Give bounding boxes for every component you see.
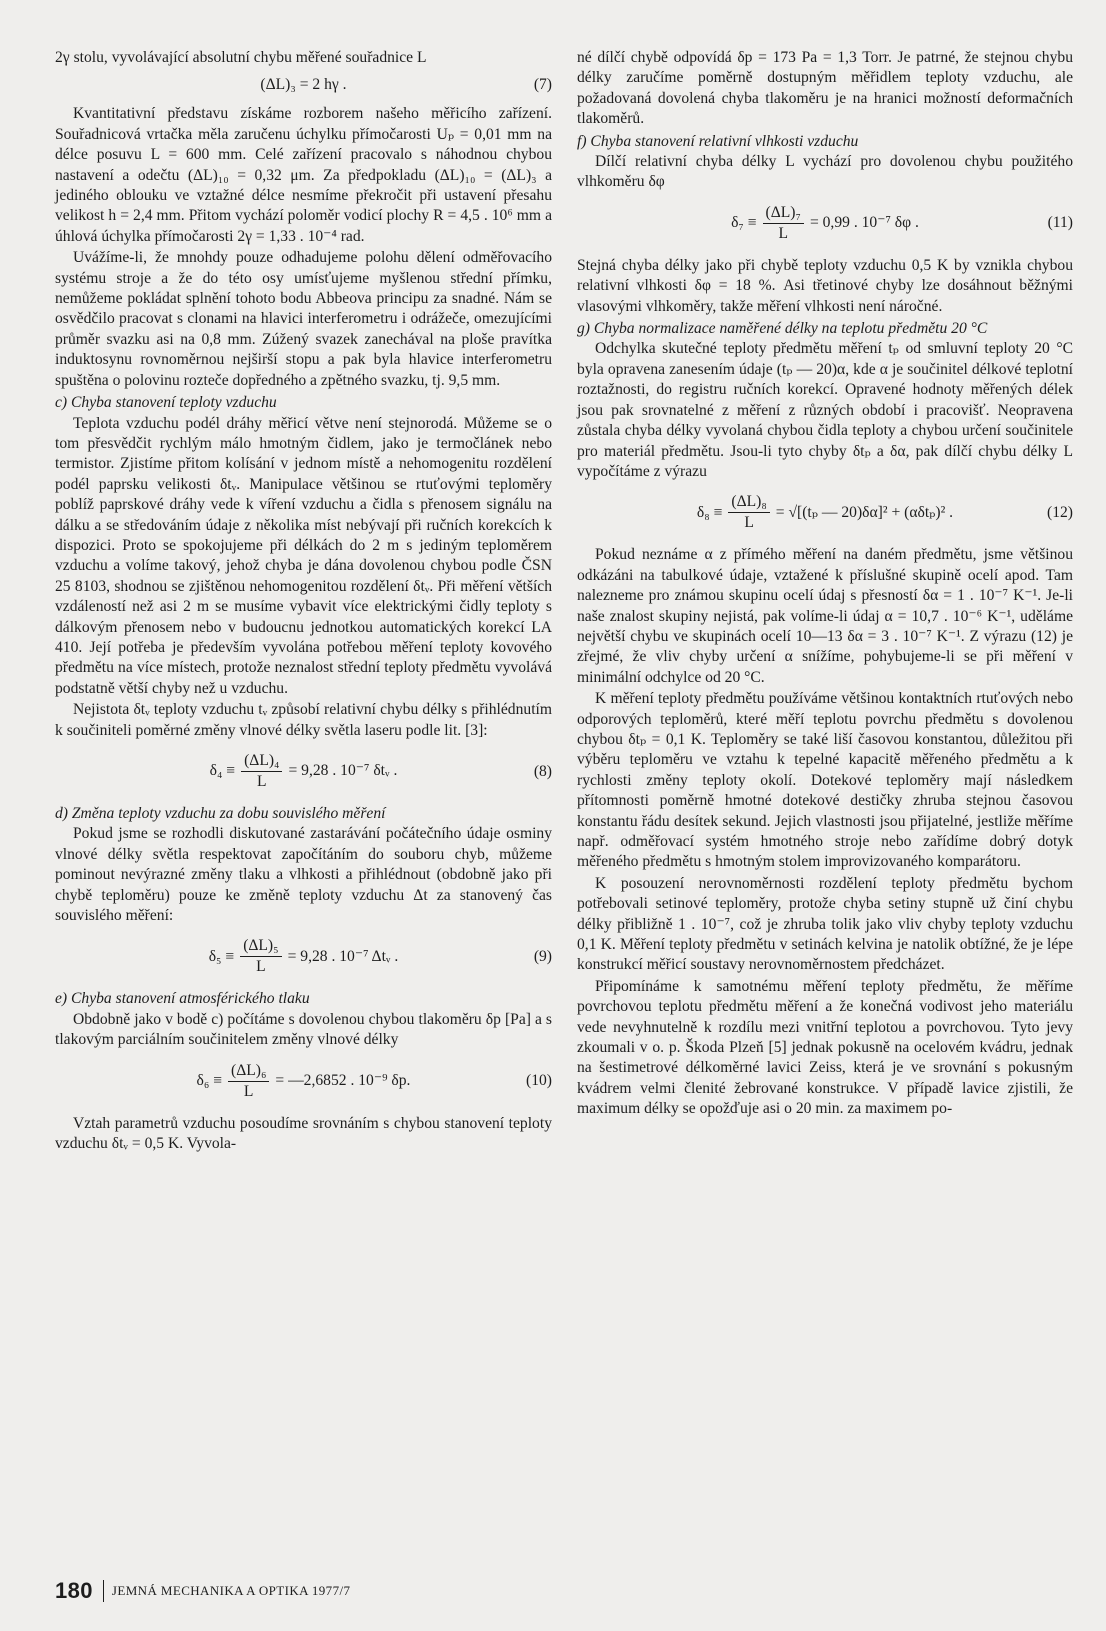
paragraph: Uvážíme-li, že mnohdy pouze odhadujeme polohu dělení odměřovacího systému stroje a že do této osy umísťujeme myšlenou střední přímku, nemůžeme pokládat splnění tohoto bodu Abbeova principu za snadné. Nám se osvědčilo pracovat s clonami na hlavici interferometru i odrážeče, omezujícími průměr svazku asi na 0,8 mm. Zúžený svazek zanechával na ploše pravítka induktosynu rovnoměrnou nejširší stopu a pak byla hlavice interferometru spuštěna o polovinu rozteče dopředného a zpětného svazku, tj. 9,5 mm. (55, 249, 552, 389)
equation-rhs: = 0,99 . 10⁻⁷ δφ . (809, 214, 919, 232)
equation-8 (55, 751, 552, 792)
paragraph: Teplota vzduchu podél dráhy měřicí větve není stejnorodá. Můžeme se o tom přesvědčit rychlým málo hmotným čidlem, jako je termočlánek nebo termistor. Zjistíme přitom kolísání v jednom místě a nehomogenitu rozdělení podél paprsku velikosti δtᵥ. Manipulace většinou se rtuťovými teploměry poblíž paprskové dráhy vede k víření vzduchu a čidla s přenosem signálu na dálku a se středováním údaje z několika míst nebývají při ručních korekcích k dispozici. Proto se spokojujeme při délkách do 2 m s jediným teploměrem vzduchu a volíme takový, jehož chyba je dána dovolenou chybou podle ČSN 25 8103, shodnou se zjištěnou nehomogenitou rozdělení δtᵥ. Při měření větších vzdáleností než asi 2 m se musíme vybavit více elektrickými čidly teploty s dálkovým přenosem nebo v budoucnu jednotkou automatických korekcí LA 410. Její potřeba je především vyvolána potřebou měření teploty kovového předmětu na více místech, protože neznalost střední teploty předmětu vyvolává podstatně větší chyby než u vzduchu. (55, 414, 552, 697)
fraction-numerator: (ΔL)₈ (728, 492, 769, 513)
equation-rhs: = 9,28 . 10⁻⁷ δtᵥ . (288, 762, 398, 780)
fraction-denominator: L (256, 958, 266, 976)
section-heading: c) Chyba stanovení teploty vzduchu (55, 394, 277, 412)
fraction-numerator: (ΔL)₇ (763, 203, 804, 224)
equation-7 (55, 74, 552, 96)
equation-fraction (728, 492, 769, 533)
paragraph: K posouzení nerovnoměrnosti rozdělení teploty předmětu bychom potřebovali setinové teploměry, protože chyba setiny stupně už činí chybu délky přibližně 1 . 10⁻⁷, což je zhruba tolik jako vliv chyby teploty vzduchu 0,1 K. Měření teploty předmětu v setinách kelvina je natolik obtížné, že je lépe konstrukcí měřicí soustavy nerovnoměrnostem předcházet. (577, 874, 1073, 974)
equation-fraction (240, 936, 281, 977)
page-footer (55, 1578, 350, 1604)
paragraph: Vztah parametrů vzduchu posoudíme srovnáním s chybou stanovení teploty vzduchu δtᵥ = 0,5 K. Vyvola- (55, 1114, 552, 1153)
equation-fraction (228, 1061, 269, 1102)
equation-lhs: δ₅ ≡ (208, 947, 235, 965)
equation-number: (12) (1047, 503, 1073, 521)
page-number: 180 (55, 1578, 93, 1603)
equation-lhs: δ₆ ≡ (196, 1071, 222, 1089)
equation-number: (7) (533, 76, 552, 94)
equation-11 (577, 203, 1073, 244)
section-heading: f) Chyba stanovení relativní vlhkosti vzduchu (577, 132, 859, 150)
right-column (577, 48, 1073, 1121)
equation-lhs: δ₄ ≡ (209, 762, 236, 780)
paragraph: Obdobně jako v bodě c) počítáme s dovolenou chybou tlakoměru δp [Pa] a s tlakovým parciálním součinitelem změny vlnové délky (55, 1010, 552, 1049)
section-heading: e) Chyba stanovení atmosférického tlaku (55, 990, 310, 1008)
fraction-numerator: (ΔL)₄ (241, 751, 282, 772)
paragraph: Stejná chyba délky jako při chybě teploty vzduchu 0,5 K by vznikla chybou relativní vlhkosti δφ = 18 %. Asi třetinové chyby lze dosáhnout běžnými vlasovými vlhkoměry, takže měření vlhkosti není náročné. (577, 256, 1073, 315)
paragraph: Pokud jsme se rozhodli diskutované zastarávání počátečního údaje osminy vlnové délky světla respektovat započítáním do souboru chyb, můžeme pominout nevýrazné změny tlaku a vlhkosti a přihlédnout (obdobně jako při chybě teploměru) pouze ke změně teploty vzduchu Δt za stanovený čas souvislého měření: (55, 825, 552, 925)
fraction-denominator: L (243, 1082, 254, 1100)
equation-number: (10) (526, 1071, 552, 1089)
journal-name: JEMNÁ MECHANIKA A OPTIKA 1977/7 (111, 1583, 351, 1598)
equation-number: (8) (533, 762, 552, 780)
paragraph: né dílčí chybě odpovídá δp = 173 Pa = 1,3 Torr. Je patrné, že stejnou chybu délky zaručíme poměrně dostupným měřidlem teploty vzduchu, ale požadovaná dovolená chyba tlakoměru je na hranici možností deformačních tlakoměrů. (577, 49, 1073, 128)
equation-rhs: = 9,28 . 10⁻⁷ Δtᵥ . (287, 947, 399, 965)
equation-number: (9) (533, 947, 552, 965)
paragraph: K měření teploty předmětu používáme většinou kontaktních rtuťových nebo odporových teploměrů, které měří teplotu povrchu předmětu s dovolenou chybou δtₚ = 0,1 K. Teploměry se také liší časovou konstantou, důležitou při výběru teploměru ve vztahu k tepelné kapacitě měřeného předmětu a k rychlosti změny teploty okolí. Dotekové teploměry mají následkem přítomnosti poměrně hmotné dotekové destičky zhruba stejnou časovou konstantu řádu desítek sekund. Jejich vlastnosti jsou přijatelné, jestliže měříme např. odměřovací systém hmotného stroje nebo zařídíme dobrý dotyk měřeného předmětu s hmotným stolem improvizovaného komparátoru. (577, 690, 1073, 871)
equation-fraction (763, 203, 804, 244)
fraction-denominator: L (744, 514, 754, 532)
fraction-denominator: L (257, 773, 267, 790)
equation-rhs: = √[(tₚ — 20)δα]² + (αδtₚ)² . (775, 503, 954, 521)
equation-10 (55, 1061, 552, 1102)
paragraph: Kvantitativní představu získáme rozborem našeho měřicího zařízení. Souřadnicová vrtačka měla zaručenu úchylku přímočarosti Uₚ = 0,01 mm na délce posuvu L = 600 mm. Celé zařízení pracovalo s náhodnou chybou nastavení a odečtu (ΔL)₁₀ = 0,32 μm. Za předpokladu (ΔL)₁₀ = (ΔL)₃ a jediného oblouku ve vztažné délce nesmíme překročit při ustavení přesahu velikost h = 2,4 mm. Přitom vychází poloměr vodicí plochy R = 4,5 . 10⁶ mm a úhlová úchylka přímočarosti 2γ = 1,33 . 10⁻⁴ rad. (55, 105, 552, 245)
fraction-denominator: L (778, 224, 788, 242)
equation-lhs: δ₈ ≡ (696, 503, 723, 521)
paragraph: Připomínáme k samotnému měření teploty předmětu, že měříme povrchovou teplotu předmětu měření a že konečná vodivost jeho materiálu vede nevyhnutelně k rozdílu mezi vnitřní teplotou a povrchovou. Tyto jevy zkoumali v o. p. Škoda Plzeň [5] jednak pokusně na ocelovém kvádru, jednak na šestimetrové délkoměrné lavici Zeiss, která je ve srovnání s pokusným kvádrem velmi členité žebrované konstrukce. V případě lavice zjistili, že maximum délky se opožďuje asi o 20 min. za maximem po- (577, 977, 1073, 1118)
equation-12 (577, 492, 1073, 533)
footer-divider (103, 1580, 104, 1602)
paragraph: Pokud neznáme α z přímého měření na daném předmětu, jsme většinou odkázáni na tabulkové údaje, vztažené k příslušné skupině ocelí apod. Tam nalezneme pro známou skupinu ocelí údaj s přesností δα = 1 . 10⁻⁷ K⁻¹. Je-li naše znalost skupiny nejistá, pak volíme-li údaj α = 10,7 . 10⁻⁶ K⁻¹, uděláme největší chybu ve skupinách ocelí 10—13 δα = 3 . 10⁻⁷ K⁻¹. Z výrazu (12) je zřejmé, že vliv chyby určení α snížíme, pohybujeme-li se při měření v minimální odchylce od 20 °C. (577, 546, 1073, 686)
equation-expression: (ΔL)₃ = 2 hγ . (260, 76, 347, 94)
paragraph: Dílčí relativní chyba délky L vychází pro dovolenou chybu použitého vlhkoměru δφ (577, 153, 1073, 191)
equation-lhs: δ₇ ≡ (731, 214, 757, 232)
equation-rhs: = —2,6852 . 10⁻⁹ δp. (275, 1071, 411, 1089)
paragraph: Odchylka skutečné teploty předmětu měření tₚ od smluvní teploty 20 °C byla opravena zanesením údaje (tₚ — 20)α, kde α je součinitel délkové teplotní roztažnosti, do registru ručních korekcí. Opravené hodnoty měřených délek jsou pak srovnatelné z měření z různých období i pracovišť. Neopravena zůstala chyba délky vyvolaná chybou čidla teploty a chybou určení součinitele pro materiál předmětu. Jsou-li tyto chyby δtₚ a δα, pak dílčí chybu délky L vypočítáme z výrazu (577, 340, 1073, 480)
equation-fraction (241, 751, 282, 792)
paragraph: Nejistota δtᵥ teploty vzduchu tᵥ způsobí relativní chybu délky s přihlédnutím k součiniteli poměrné změny vlnové délky světla laseru podle lit. [3]: (55, 701, 552, 739)
equation-number: (11) (1047, 214, 1073, 232)
fraction-numerator: (ΔL)₅ (240, 936, 281, 957)
paragraph: 2γ stolu, vyvolávající absolutní chybu měřené souřadnice L (55, 49, 427, 66)
equation-9 (55, 936, 552, 977)
left-column (55, 48, 552, 1155)
fraction-numerator: (ΔL)₆ (228, 1061, 269, 1082)
section-heading: d) Změna teploty vzduchu za dobu souvislého měření (55, 805, 386, 822)
section-heading: g) Chyba normalizace naměřené délky na teplotu předmětu 20 °C (577, 320, 988, 338)
